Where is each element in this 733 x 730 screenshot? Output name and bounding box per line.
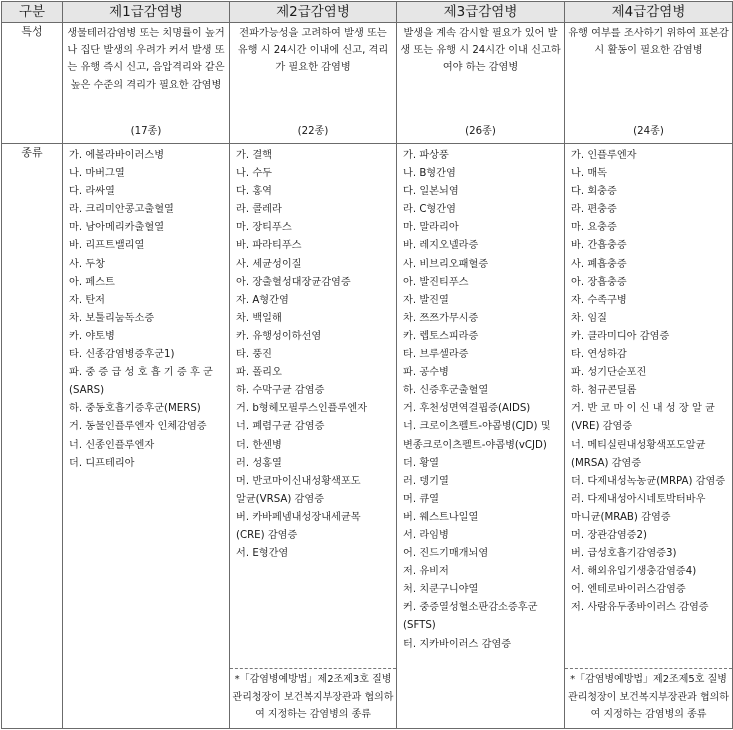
disease-item: 타. 풍진: [236, 349, 272, 361]
types-row: [2, 144, 733, 729]
disease-item: 바. 리프트밸리열: [69, 240, 145, 252]
disease-item: 가. 에볼라바이러스병: [69, 150, 165, 161]
disease-item: 버. 급성호흡기감염증3): [571, 548, 677, 560]
disease-item: 너. 메티실린내성황색포도알균 (MRSA) 감염증: [571, 439, 706, 469]
disease-item: 라. 편충증: [571, 204, 617, 216]
header-grade3: 제3급감염병: [397, 2, 565, 23]
char-text-grade1: 생물테러감염병 또는 치명률이 높거나 집단 발생의 우려가 커서 발생 또는 유행 즉시 신고, 음압격리와 같은 높은 수준의 격리가 필요한 감염병: [67, 28, 225, 91]
disease-item: 처. 치쿤구니야열: [403, 584, 479, 596]
char-cell-grade3: [397, 23, 565, 144]
disease-list-grade1: [63, 144, 229, 473]
disease-item: 바. 간흡충증: [571, 240, 627, 252]
count-grade1: (17종): [130, 126, 162, 137]
disease-item: 차. 쯔쯔가무시증: [403, 312, 479, 324]
disease-item: 러. 뎅기열: [403, 475, 449, 487]
disease-item: 타. 연성하감: [571, 349, 627, 361]
disease-item: 커. 중증열성혈소판감소증후군 (SFTS): [403, 602, 538, 632]
disease-item: 라. 크리미안콩고출혈열: [69, 204, 174, 216]
disease-item: 저. 유비저: [403, 566, 449, 578]
disease-item: 라. C형간염: [403, 204, 456, 216]
disease-item: 차. 임질: [571, 312, 607, 324]
disease-item: 파. 공수병: [403, 367, 449, 379]
disease-item: 사. 두창: [69, 258, 105, 270]
disease-item: 거. 반 코 마 이 신 내 성 장 알 균 (VRE) 감염증: [571, 403, 715, 433]
disease-item: 다. 일본뇌염: [403, 186, 459, 198]
disease-item: 카. 야토병: [69, 330, 115, 342]
disease-item: 다. 홍역: [236, 186, 272, 198]
disease-item: 자. 발진열: [403, 294, 449, 306]
row-label-characteristics: 특성: [2, 23, 63, 144]
list-cell-grade4: [565, 144, 733, 729]
count-grade4: (24종): [633, 126, 664, 137]
disease-item: 파. 폴리오: [236, 367, 282, 379]
disease-item: 더. 한센병: [236, 439, 282, 451]
disease-item: 가. 결핵: [236, 150, 272, 161]
disease-item: 자. A형간염: [236, 294, 289, 306]
header-row: [2, 2, 733, 23]
disease-item: 파. 성기단순포진: [571, 367, 647, 379]
char-text-grade2: 전파가능성을 고려하여 발생 또는 유행 시 24시간 이내에 신고, 격리가 필요한 감염병: [237, 28, 389, 74]
disease-item: 나. 매독: [571, 168, 607, 180]
disease-item: 바. 레지오넬라증: [403, 240, 479, 252]
disease-item: 버. 카바페넴내성장내세균목 (CRE) 감염증: [236, 511, 361, 541]
header-grade2: 제2급감염병: [230, 2, 397, 23]
disease-item: 더. 황열: [403, 457, 439, 469]
disease-list-grade3: [397, 144, 564, 654]
disease-item: 차. 보툴리눔독소증: [69, 312, 155, 324]
header-grade4: 제4급감염병: [565, 2, 733, 23]
count-grade3: (26종): [465, 126, 496, 137]
disease-item: 나. B형간염: [403, 168, 456, 180]
disease-item: 러. 다제내성아시네토박터바우 마니균(MRAB) 감염증: [571, 493, 706, 523]
disease-item: 거. b형헤모필루스인플루엔자: [236, 403, 368, 415]
disease-item: 자. 수족구병: [571, 294, 627, 306]
list-cell-grade3: [397, 144, 565, 729]
disease-item: 하. 신증후군출혈열: [403, 385, 489, 397]
disease-item: 다. 라싸열: [69, 186, 115, 198]
disease-item: 바. 파라티푸스: [236, 240, 302, 252]
disease-item: 자. 탄저: [69, 294, 105, 306]
disease-item: 가. 파상풍: [403, 150, 449, 161]
disease-item: 더. 디프테리아: [69, 457, 135, 469]
disease-item: 다. 회충증: [571, 186, 617, 198]
disease-item: 머. 장관감염증2): [571, 529, 647, 541]
list-cell-grade2: [230, 144, 397, 729]
disease-item: 아. 발진티푸스: [403, 276, 469, 288]
disease-item: 거. 후천성면역결핍증(AIDS): [403, 403, 531, 415]
disease-item: 하. 중동호흡기증후군(MERS): [69, 403, 201, 415]
row-label-types: 종류: [2, 144, 63, 729]
disease-item: 라. 콜레라: [236, 204, 282, 216]
disease-item: 가. 인플루엔자: [571, 150, 637, 161]
header-category: 구분: [2, 2, 63, 23]
disease-item: 하. 첨규콘딜롬: [571, 385, 637, 397]
disease-item: 서. 라임병: [403, 529, 449, 541]
disease-item: 더. 다제내성녹농균(MRPA) 감염증: [571, 475, 726, 487]
disease-item: 카. 렙토스피라증: [403, 330, 479, 342]
footnote-grade4: *「감염병예방법」제2조제5호 질병관리청장이 보건복지부장관과 협의하여 지정하는 감염병의 종류: [565, 668, 732, 728]
disease-item: 머. 큐열: [403, 493, 439, 505]
disease-item: 어. 엔테로바이러스감염증: [571, 584, 686, 596]
disease-item: 너. 폐렴구균 감염증: [236, 421, 325, 433]
disease-item: 마. 요충증: [571, 222, 617, 234]
disease-item: 서. E형간염: [236, 548, 289, 560]
disease-item: 너. 신종인플루엔자: [69, 439, 155, 451]
disease-item: 나. 마버그열: [69, 168, 125, 180]
char-cell-grade2: [230, 23, 397, 144]
disease-item: 사. 비브리오패혈증: [403, 258, 489, 270]
list-cell-grade1: [63, 144, 230, 729]
disease-item: 머. 반코마이신내성황색포도 알균(VRSA) 감염증: [236, 475, 361, 505]
char-text-grade4: 유행 여부를 조사하기 위하여 표본감시 활동이 필요한 감염병: [568, 28, 729, 57]
disease-item: 타. 신종감염병증후군1): [69, 349, 175, 361]
disease-item: 거. 동물인플루엔자 인체감염증: [69, 421, 207, 433]
disease-item: 파. 중 증 급 성 호 흡 기 증 후 군 (SARS): [69, 367, 213, 397]
disease-item: 아. 장출혈성대장균감염증: [236, 276, 351, 288]
disease-item: 카. 유행성이하선염: [236, 330, 322, 342]
infectious-disease-table: [1, 1, 733, 729]
disease-item: 저. 사람유두종바이러스 감염증: [571, 602, 709, 614]
count-grade2: (22종): [297, 126, 329, 137]
disease-item: 마. 남아메리카출혈열: [69, 222, 165, 234]
header-grade1: 제1급감염병: [63, 2, 230, 23]
disease-item: 너. 크로이츠펠트-야콥병(CJD) 및 변종크로이츠펠트-야콥병(vCJD): [403, 421, 551, 451]
disease-item: 버. 웨스트나일열: [403, 511, 479, 523]
disease-item: 차. 백일해: [236, 312, 282, 324]
char-cell-grade1: [63, 23, 230, 144]
disease-item: 사. 세균성이질: [236, 258, 302, 270]
disease-item: 서. 해외유입기생충감염증4): [571, 566, 697, 578]
disease-item: 어. 진드기매개뇌염: [403, 548, 489, 560]
characteristics-row: [2, 23, 733, 144]
disease-item: 터. 지카바이러스 감염증: [403, 638, 512, 650]
disease-item: 러. 성홍열: [236, 457, 282, 469]
disease-item: 타. 브루셀라증: [403, 349, 469, 361]
disease-item: 마. 말라리아: [403, 222, 459, 234]
disease-list-grade4: [565, 144, 732, 617]
disease-item: 카. 클라미디아 감염증: [571, 330, 670, 342]
disease-list-grade2: [230, 144, 396, 563]
disease-item: 나. 수두: [236, 168, 272, 180]
disease-item: 아. 장흡충증: [571, 276, 627, 288]
disease-item: 아. 페스트: [69, 276, 115, 288]
char-cell-grade4: [565, 23, 733, 144]
disease-item: 하. 수막구균 감염증: [236, 385, 325, 397]
char-text-grade3: 발생을 계속 감시할 필요가 있어 발생 또는 유행 시 24시간 이내 신고하여야 하는 감염병: [400, 28, 561, 74]
footnote-grade2: *「감염병예방법」제2조제3호 질병관리청장이 보건복지부장관과 협의하여 지정하는 감염병의 종류: [230, 668, 396, 728]
disease-item: 마. 장티푸스: [236, 222, 292, 234]
disease-item: 사. 폐흡충증: [571, 258, 627, 270]
